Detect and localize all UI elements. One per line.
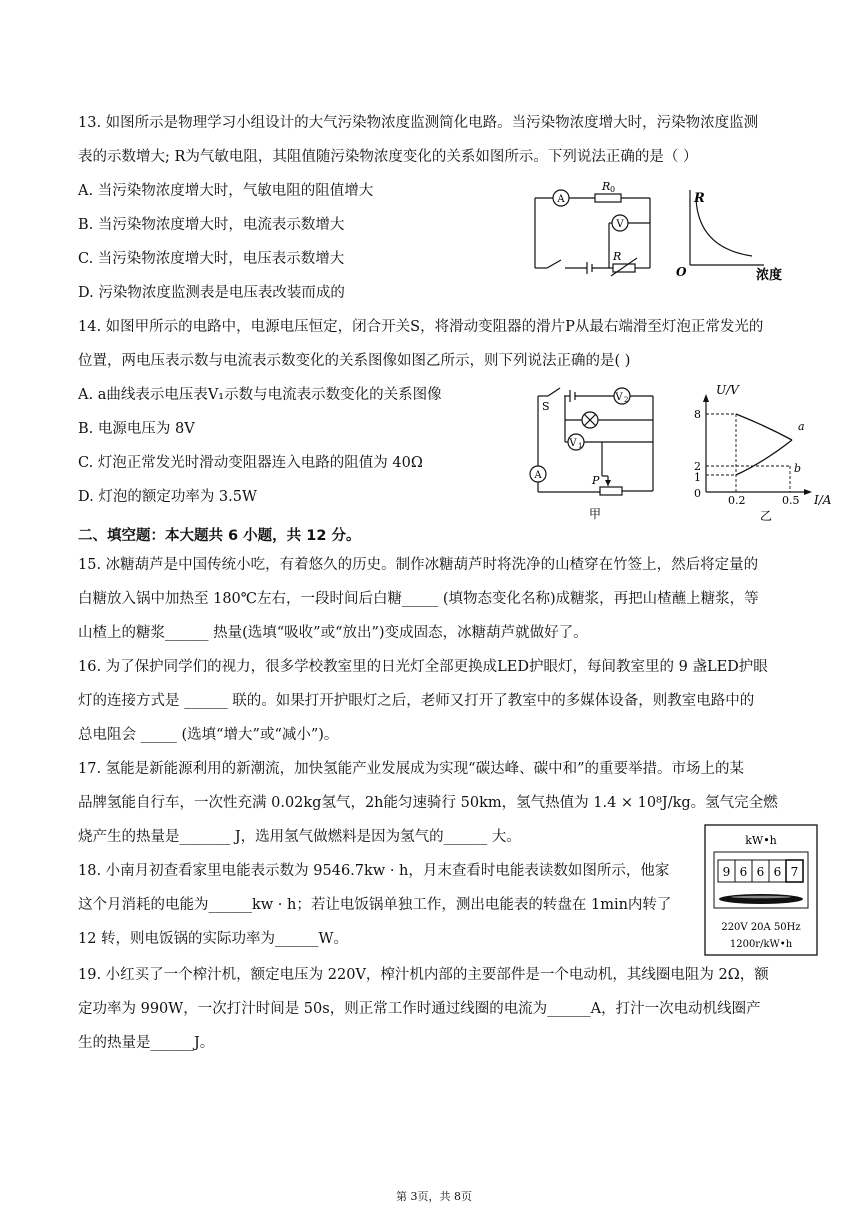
x-tick-0.5: 0.5 — [782, 494, 800, 507]
q13-circuit-diagram — [525, 178, 665, 278]
q19-line1: 19. 小红买了一个榨汁机，额定电压为 220V，榨汁机内部的主要部件是一个电动机，其线圈电阻为 2Ω，额 — [78, 967, 769, 983]
q14-stem-line2: 位置，两电压表示数与电流表示数变化的关系图像如图乙所示，则下列说法正确的是( ) — [78, 353, 631, 369]
v2-label: V — [615, 392, 623, 403]
q19-line3: 生的热量是______J。 — [78, 1035, 215, 1051]
q15-line3: 山楂上的糖浆______ 热量(选填“吸收”或“放出”)变成固态，冰糖葫芦就做好了。 — [78, 625, 588, 641]
section-heading-fill-in: 二、填空题：本大题共 6 小题，共 12 分。 — [78, 528, 361, 544]
q16-line3: 总电阻会 _____ (选填“增大”或“减小”)。 — [78, 727, 339, 743]
q14-voltage-current-graph — [686, 380, 846, 525]
ammeter-label: A — [557, 194, 565, 205]
q13-stem-line1: 13. 如图所示是物理学习小组设计的大气污染物浓度监测简化电路。当污染物浓度增大时，污染物浓度监测 — [78, 115, 759, 131]
slider-arrow-icon — [605, 480, 611, 486]
meter-digit-1: 9 — [722, 865, 731, 879]
caption-right: 乙 — [759, 509, 773, 523]
x-tick-0.2: 0.2 — [728, 494, 746, 507]
q13-option-d: D. 污染物浓度监测表是电压表改装而成的 — [78, 285, 345, 301]
q14-circuit-diagram — [520, 380, 665, 520]
q14-option-a: A. a曲线表示电压表V₁示数与电流表示数变化的关系图像 — [78, 387, 442, 403]
meter-unit: kW•h — [745, 834, 777, 847]
q13-stem-line2: 表的示数增大; R为气敏电阻，其阻值随污染物浓度变化的关系如图所示。下列说法正确的是（ ） — [78, 149, 698, 165]
curve-b-label: b — [794, 462, 802, 475]
voltmeter-label: V — [616, 219, 624, 230]
q17-line1: 17. 氢能是新能源利用的新潮流，加快氢能产业发展成为实现“碳达峰、碳中和”的重要举措。市场上的某 — [78, 761, 744, 777]
graph-x-label: 浓度 — [756, 268, 783, 283]
meter-rate: 1200r/kW•h — [729, 939, 793, 950]
x-axis-arrow-icon — [804, 489, 812, 495]
caption-left: 甲 — [588, 507, 602, 520]
q13-option-a: A. 当污染物浓度增大时，气敏电阻的阻值增大 — [78, 183, 374, 199]
q17-line2: 品牌氢能自行车，一次性充满 0.02kg氢气，2h能匀速骑行 50km，氢气热值为 1.4 × 10⁸J/kg。氢气完全燃 — [78, 795, 778, 811]
switch-label: S — [542, 400, 550, 413]
meter-digit-5: 7 — [790, 865, 799, 879]
q15-line1: 15. 冰糖葫芦是中国传统小吃，有着悠久的历史。制作冰糖葫芦时将洗净的山楂穿在竹签上，然后将定量的 — [78, 557, 759, 573]
r0-label: R — [602, 180, 611, 193]
curve-a-label: a — [798, 420, 805, 433]
meter-disc-icon — [719, 894, 803, 904]
r0-subscript: 0 — [610, 185, 616, 194]
y-tick-2: 2 — [694, 460, 701, 473]
meter-digit-4: 6 — [773, 865, 782, 879]
q13-option-b: B. 当污染物浓度增大时，电流表示数增大 — [78, 217, 345, 233]
q15-line2: 白糖放入锅中加热至 180℃左右，一段时间后白糖_____ (填物态变化名称)成糖浆，再把山楂蘸上糖浆，等 — [78, 591, 759, 607]
q13-resistance-graph — [672, 180, 797, 285]
q14-option-b: B. 电源电压为 8V — [78, 421, 195, 437]
graph-origin: O — [676, 265, 687, 279]
graph-y-label: R — [694, 191, 705, 206]
q19-line2: 定功率为 990W，一次打汁时间是 50s，则正常工作时通过线圈的电流为______A，打汁一次电动机线圈产 — [78, 1001, 761, 1017]
q14-option-d: D. 灯泡的额定功率为 3.5W — [78, 489, 257, 505]
v2-subscript: 2 — [624, 396, 629, 404]
q18-line3: 12 转，则电饭锅的实际功率为______W。 — [78, 931, 348, 947]
v1-subscript: 1 — [578, 442, 583, 450]
electricity-meter — [704, 824, 818, 956]
meter-spec: 220V 20A 50Hz — [721, 922, 801, 933]
q14-stem-line1: 14. 如图甲所示的电路中，电源电压恒定，闭合开关S，将滑动变阻器的滑片P从最右端滑至灯泡正常发光的 — [78, 319, 764, 335]
slider-label: P — [592, 474, 600, 487]
page-footer: 第 3页，共 8页 — [396, 1190, 472, 1203]
curve-a — [736, 414, 792, 440]
q16-line2: 灯的连接方式是 ______ 联的。如果打开护眼灯之后，老师又打开了教室中的多媒体设备，则教室电路中的 — [78, 693, 755, 709]
graph-x-label: I/A — [814, 493, 832, 507]
v1-label: V — [569, 438, 577, 449]
graph-y-label: U/V — [716, 383, 739, 397]
y-axis-arrow-icon — [703, 394, 709, 402]
q14-option-c: C. 灯泡正常发光时滑动变阻器连入电路的阻值为 40Ω — [78, 455, 423, 471]
y-tick-0: 0 — [694, 487, 701, 500]
q17-line3: 烧产生的热量是_______ J，选用氢气做燃料是因为氢气的______ 大。 — [78, 829, 521, 845]
meter-digit-2: 6 — [739, 865, 748, 879]
y-tick-1: 1 — [694, 471, 701, 484]
ammeter-label: A — [534, 470, 542, 481]
q18-line1: 18. 小南月初查看家里电能表示数为 9546.7kw · h，月末查看时电能表读数如图所示，他家 — [78, 863, 670, 879]
q18-line2: 这个月消耗的电能为______kw · h；若让电饭锅单独工作，测出电能表的转盘在 1min内转了 — [78, 897, 672, 913]
q16-line1: 16. 为了保护同学们的视力，很多学校教室里的日光灯全部更换成LED护眼灯，每间教室里的 9 盏LED护眼 — [78, 659, 768, 675]
curve-b — [736, 440, 792, 475]
q13-option-c: C. 当污染物浓度增大时，电压表示数增大 — [78, 251, 345, 267]
meter-digit-3: 6 — [756, 865, 765, 879]
r-label: R — [613, 250, 622, 263]
y-tick-8: 8 — [694, 408, 701, 421]
